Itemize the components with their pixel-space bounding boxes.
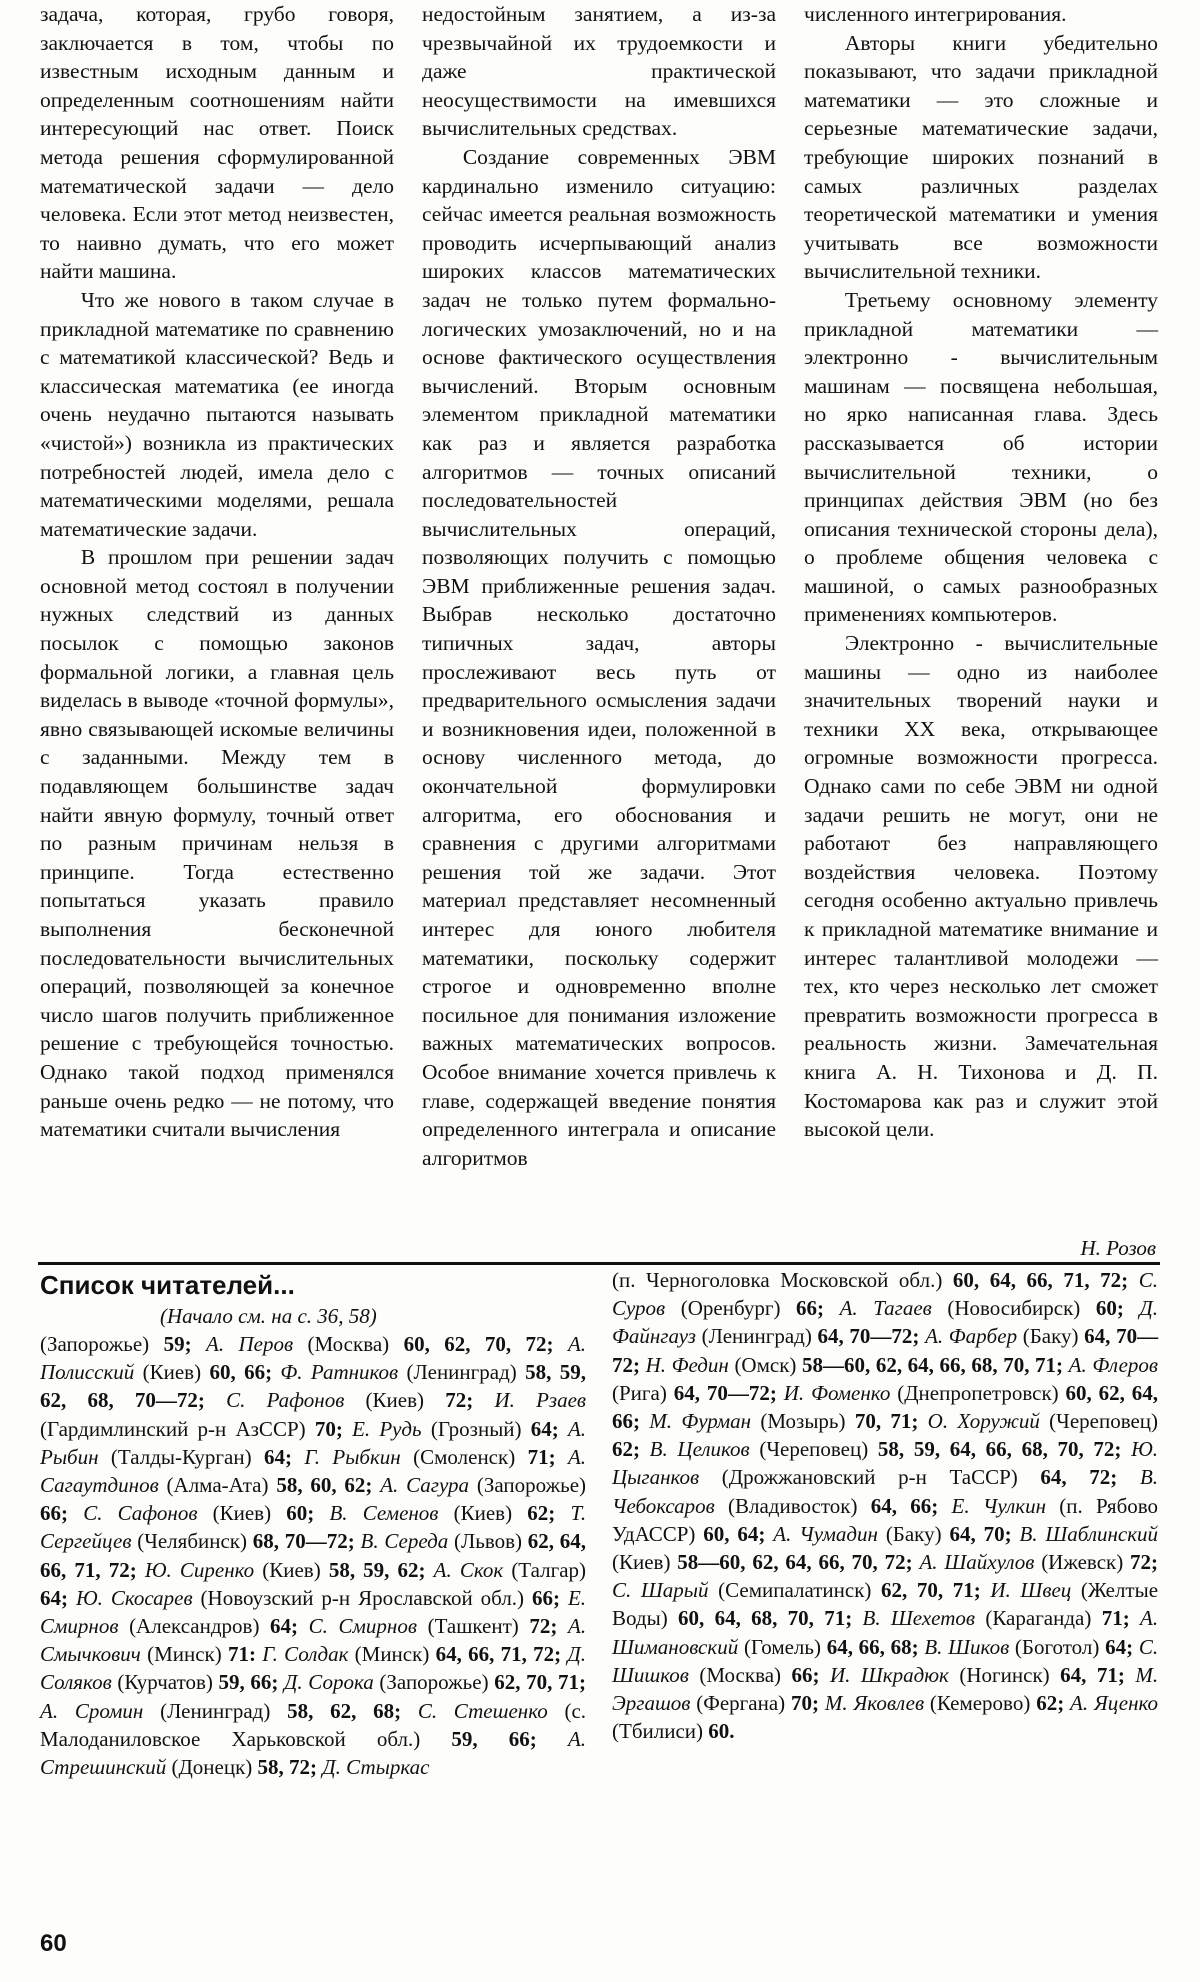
reader-name: М. Фурман xyxy=(649,1409,752,1434)
reader-name: Д. Стыркас xyxy=(322,1755,430,1780)
reader-issues: 66; xyxy=(40,1501,68,1526)
reader-name: Д. Сорока xyxy=(284,1670,374,1695)
reader-name: В. Шаблинский xyxy=(1019,1521,1159,1546)
reader-place: (Кемерово) xyxy=(929,1691,1031,1716)
reader-issues: 71; xyxy=(1101,1606,1130,1631)
readers-list-title: Список читателей... xyxy=(40,1270,295,1300)
reader-place: (Львов) xyxy=(454,1529,523,1554)
reader-issues: 58—60, 62, 64, 66, 70, 72; xyxy=(677,1550,913,1575)
article-paragraph: В прошлом при решении задач основной метод состоял в получении нужных следствий из данных посылок с помощью законов формальной логики, а главная цель виделась в выводе «точной формулы», явно связывающей искомые величины с заданными. Между тем в подавляющем большинстве задач найти явную формулу, точный ответ по разным причинам нельзя в принципе. Тогда естественно попытаться указать правило выполнения бесконечной последовательности вычислительных операций, позволяющей за конечное число шагов получить приближенное решение с требующейся точностью. Однако такой подход применялся раньше очень редко — не потому, что математики считали вычисления xyxy=(40,545,394,1142)
reader-place: (Талгар) xyxy=(511,1557,587,1582)
reader-issues: 72; xyxy=(529,1614,558,1639)
reader-issues: 66; xyxy=(796,1296,825,1321)
reader-place: (Киев) xyxy=(365,1388,424,1413)
reader-issues: 62; xyxy=(527,1501,556,1526)
reader-name: А. Чумадин xyxy=(773,1521,878,1546)
reader-issues: 70; xyxy=(314,1416,343,1441)
article-column-1 xyxy=(40,0,394,1248)
reader-name: С. Шишков xyxy=(612,1634,1159,1687)
reader-issues: 64, 66, 68; xyxy=(826,1634,919,1659)
reader-issues: 66; xyxy=(532,1585,561,1610)
article-paragraph: Авторы книги убедительно показывают, что задачи прикладной математики — это сложные и серьезные математические задачи, требующие широких познаний в самых различных разделах теоретической математики и умения учитывать все возможности вычислительной техники. xyxy=(804,30,1158,284)
reader-issues: 60, 64, 68, 70, 71; xyxy=(678,1606,853,1631)
reader-place: (Александров) xyxy=(129,1614,260,1639)
reader-name: А. Скок xyxy=(433,1557,504,1582)
reader-name: М. Эргашов xyxy=(612,1662,1159,1716)
reader-entry xyxy=(830,1663,1125,1687)
reader-issues: 64; xyxy=(270,1614,299,1639)
reader-name: А. Сагура xyxy=(380,1473,470,1498)
reader-place: (Гардимлинский р-н АзССР) xyxy=(40,1416,306,1441)
reader-name: И. Фоменко xyxy=(783,1380,891,1405)
reader-entry xyxy=(863,1606,1130,1630)
reader-name: А. Шайхулов xyxy=(919,1550,1035,1575)
reader-name: А. Флеров xyxy=(1068,1352,1159,1377)
reader-entry xyxy=(40,1332,192,1356)
reader-place: (Минск) xyxy=(147,1642,222,1667)
reader-place: (Донецк) xyxy=(171,1755,253,1780)
reader-issues: 58, 62, 68; xyxy=(287,1698,402,1723)
reader-place: (Ногинск) xyxy=(959,1662,1050,1687)
reader-place: (Новосибирск) xyxy=(947,1296,1081,1321)
reader-issues: 71: xyxy=(228,1642,257,1667)
reader-name: В. Шиков xyxy=(924,1634,1010,1659)
reader-place: (Боготол) xyxy=(1014,1634,1100,1659)
reader-place: (п. Черноголовка Московской обл.) xyxy=(612,1268,943,1292)
reader-place: (Новоузский р-н Ярославской обл.) xyxy=(200,1585,525,1610)
reader-issues: 62; xyxy=(612,1437,640,1462)
reader-place: (Владивосток) xyxy=(728,1493,858,1518)
readers-column-left xyxy=(40,1266,586,1781)
reader-entry xyxy=(145,1558,426,1582)
reader-issues: 62, 64, 66, 71, 72; xyxy=(40,1529,587,1582)
reader-place: (Киев) xyxy=(453,1501,513,1526)
reader-name: А. Смычкович xyxy=(40,1614,587,1667)
reader-place: (Баку) xyxy=(1022,1324,1079,1349)
reader-name: Ю. Сиренко xyxy=(144,1557,255,1582)
reader-place: (Рига) xyxy=(612,1380,667,1405)
reader-name: С. Рафонов xyxy=(226,1388,345,1413)
reader-entry xyxy=(284,1670,586,1694)
reader-entry xyxy=(262,1642,561,1666)
reader-issues: 72; xyxy=(445,1388,474,1413)
reader-place: (Мозырь) xyxy=(760,1409,846,1434)
reader-entry xyxy=(825,1691,1064,1715)
reader-issues: 59; xyxy=(163,1332,192,1356)
reader-name: В. Чебоксаров xyxy=(612,1465,1159,1518)
reader-issues: 70, 71; xyxy=(854,1409,919,1434)
reader-place: (Талды-Курган) xyxy=(110,1444,252,1469)
reader-place: (Череповец) xyxy=(1049,1409,1159,1434)
reader-name: Н. Федин xyxy=(645,1352,729,1377)
article-paragraph: Третьему основному элементу прикладной математики — электронно - вычислительным машинам — посвящена небольшая, но ярко написанная глава. Здесь рассказывается об истории вычислительной техники, о принципах действия ЭВМ (но без описания технической стороны дела), о проблеме общения человека с машиной, о самых разнообразных применениях компьютеров. xyxy=(804,287,1158,627)
reader-place: (с. Малоданиловское Харьковской обл.) xyxy=(40,1698,587,1751)
reader-place: (Семипалатинск) xyxy=(718,1578,872,1603)
reader-place: (Караганда) xyxy=(985,1606,1092,1631)
readers-entries-left xyxy=(40,1330,586,1781)
reader-name: С. Смирнов xyxy=(308,1614,417,1639)
reader-issues: 70; xyxy=(791,1691,820,1716)
reader-entry xyxy=(322,1755,429,1779)
reader-place: (Желтые Воды) xyxy=(612,1578,1159,1631)
reader-entry xyxy=(612,1268,1128,1292)
reader-name: А. Стрешинский xyxy=(40,1726,587,1780)
reader-entry xyxy=(226,1388,473,1412)
reader-issues: 59, 66; xyxy=(451,1726,537,1751)
reader-issues: 60. xyxy=(708,1719,735,1744)
reader-entry xyxy=(352,1417,559,1441)
reader-name: И. Шкрадюк xyxy=(830,1662,949,1687)
reader-name: Г. Солдак xyxy=(262,1642,349,1667)
reader-issues: 64, 70; xyxy=(949,1521,1012,1546)
reader-entry xyxy=(329,1501,555,1525)
reader-name: Е. Рудь xyxy=(352,1416,422,1441)
reader-name: А. Сагаутдинов xyxy=(40,1444,587,1498)
reader-place: (Киев) xyxy=(612,1550,671,1575)
reader-place: (Минск) xyxy=(354,1642,430,1667)
reader-place: (Тбилиси) xyxy=(612,1719,704,1744)
reader-issues: 71; xyxy=(527,1444,556,1469)
article-paragraph: задача, которая, грубо говоря, заключается в том, чтобы по известным исходным данным и определенным соотношениям найти интересующий нас ответ. Поиск метода решения сформулированной математической задачи — дело человека. Если этот метод неизвестен, то наивно думать, что его может найти машина. xyxy=(40,2,394,284)
article-columns xyxy=(40,0,1158,1248)
reader-place: (Днепропетровск) xyxy=(897,1380,1059,1405)
reader-name: А. Перов xyxy=(206,1332,294,1356)
reader-name: С. Шарый xyxy=(612,1578,709,1603)
reader-issues: 64, 70—72; xyxy=(817,1324,920,1349)
reader-place: (Гомель) xyxy=(743,1634,821,1659)
reader-entry xyxy=(304,1445,555,1469)
reader-entry xyxy=(206,1332,554,1356)
reader-issues: 62; xyxy=(1036,1691,1065,1716)
article-paragraph: численного интегрирования. xyxy=(804,2,1067,26)
reader-issues: 58, 59, 62, 68, 70—72; xyxy=(40,1360,586,1413)
reader-place: (Омск) xyxy=(734,1352,797,1377)
reader-name: Д. Соляков xyxy=(40,1642,587,1695)
reader-entry xyxy=(612,1578,981,1602)
reader-name: Т. Сергейцев xyxy=(40,1501,587,1554)
reader-name: А. Яценко xyxy=(1070,1691,1159,1716)
reader-place: (Смоленск) xyxy=(413,1444,516,1469)
reader-issues: 64; xyxy=(40,1585,68,1610)
reader-entry xyxy=(309,1614,558,1638)
reader-issues: 58, 60, 62; xyxy=(276,1473,373,1498)
reader-issues: 64, 70—72; xyxy=(612,1324,1159,1377)
reader-issues: 68, 70—72; xyxy=(252,1529,355,1554)
reader-issues: 60, 62, 64, 66; xyxy=(612,1380,1159,1434)
reader-place: (Ижевск) xyxy=(1041,1550,1124,1575)
reader-entry xyxy=(919,1550,1158,1574)
reader-issues: 66; xyxy=(791,1662,820,1687)
reader-place: (Киев) xyxy=(142,1360,202,1385)
reader-issues: 72; xyxy=(1130,1550,1159,1575)
reader-name: С. Суров xyxy=(612,1268,1159,1321)
reader-name: А. Сромин xyxy=(40,1698,144,1723)
reader-place: (Москва) xyxy=(307,1332,390,1356)
reader-name: Е. Чулкин xyxy=(951,1493,1046,1518)
article-paragraph: Что же нового в таком случае в прикладной математике по сравнению с математикой классической? Ведь и классическая математика (ее иногда очень неудачно пытаются называть «чистой») возникла из практических потребностей людей, имела дело с математическими моделями, решала математические задачи. xyxy=(40,287,394,541)
readers-column-right xyxy=(612,1266,1158,1781)
reader-place: (Ленинград) xyxy=(160,1698,271,1723)
reader-place: (Грозный) xyxy=(430,1416,522,1441)
reader-name: Ф. Ратников xyxy=(280,1360,399,1385)
reader-name: С. Сафонов xyxy=(83,1501,198,1526)
reader-name: И. Швец xyxy=(990,1578,1072,1603)
reader-entry xyxy=(83,1501,314,1525)
reader-place: (Курчатов) xyxy=(117,1670,213,1695)
reader-name: С. Стешенко xyxy=(417,1698,548,1723)
reader-name: В. Целиков xyxy=(649,1437,750,1462)
reader-entry xyxy=(924,1635,1133,1659)
reader-place: (Запорожье) xyxy=(379,1670,489,1695)
reader-place: (Запорожье) xyxy=(40,1332,150,1356)
reader-issues: 60, 62, 70, 72; xyxy=(403,1332,554,1356)
article-column-3 xyxy=(804,0,1158,1248)
reader-place: (Ленинград) xyxy=(701,1324,812,1349)
reader-issues: 60; xyxy=(1095,1296,1124,1321)
article-paragraph: Электронно - вычислительные машины — одно из наиболее значительных творений науки и техники XX века, открывающее огромные возможности прогресса. Однако сами по себе ЭВМ ни одной задачи решить не могут, они не работают без направляющего воздействия человека. Поэтому сегодня особенно актуально привлечь к прикладной математике внимание и интерес талантливой молодежи — тех, кто через несколько лет сможет превратить возможности прогресса в реальность жизни. Замечательная книга А. Н. Тихонова и Д. П. Костомарова как раз и служит этой высокой цели. xyxy=(804,631,1158,1142)
reader-place: (Оренбург) xyxy=(680,1296,781,1321)
reader-place: (Москва) xyxy=(699,1662,782,1687)
reader-issues: 58, 72; xyxy=(257,1755,318,1780)
reader-name: Г. Рыбкин xyxy=(304,1444,401,1469)
reader-issues: 64, 66; xyxy=(870,1493,939,1518)
reader-issues: 62, 70, 71; xyxy=(881,1578,981,1603)
reader-issues: 58, 59, 62; xyxy=(328,1557,426,1582)
reader-entry xyxy=(649,1409,918,1433)
reader-issues: 64, 66, 71, 72; xyxy=(435,1642,562,1667)
article-signature: Н. Розов xyxy=(1080,1236,1156,1260)
reader-place: (Ленинград) xyxy=(406,1360,517,1385)
reader-issues: 64; xyxy=(1105,1634,1134,1659)
reader-name: О. Хоружий xyxy=(927,1409,1040,1434)
reader-entry xyxy=(646,1353,1063,1377)
reader-place: (Запорожье) xyxy=(476,1473,587,1498)
reader-name: Ю. Цыганков xyxy=(612,1437,1159,1490)
reader-place: (Фергана) xyxy=(696,1691,786,1716)
reader-issues: 64, 70—72; xyxy=(673,1380,777,1405)
reader-issues: 58—60, 62, 64, 66, 68, 70, 71; xyxy=(802,1352,1064,1377)
reader-issues: 64, 71; xyxy=(1060,1662,1125,1687)
reader-place: (Киев) xyxy=(262,1557,321,1582)
reader-entry xyxy=(76,1586,560,1610)
page-number: 60 xyxy=(40,1930,67,1957)
reader-name: А. Тагаев xyxy=(839,1296,932,1321)
reader-place: (Череповец) xyxy=(759,1437,869,1462)
reader-place: (Ташкент) xyxy=(427,1614,519,1639)
reader-name: А. Фарбер xyxy=(925,1324,1018,1349)
reader-entry xyxy=(840,1296,1124,1320)
reader-entry xyxy=(650,1437,1122,1461)
readers-list-subtitle: (Начало см. на с. 36, 58) xyxy=(160,1304,377,1328)
reader-issues: 60, 66; xyxy=(209,1360,273,1385)
reader-issues: 60, 64, 66, 71, 72; xyxy=(952,1268,1129,1292)
reader-name: В. Семенов xyxy=(329,1501,439,1526)
reader-place: (Дрожжановский р-н ТаССР) xyxy=(721,1465,1018,1490)
reader-place: (Алма-Ата) xyxy=(166,1473,269,1498)
reader-issues: 64; xyxy=(263,1444,292,1469)
reader-issues: 64; xyxy=(530,1416,559,1441)
reader-name: В. Шехетов xyxy=(862,1606,976,1631)
reader-place: (Баку) xyxy=(885,1521,942,1546)
reader-name: Е. Смирнов xyxy=(40,1585,587,1639)
readers-entries-right xyxy=(612,1266,1158,1745)
article-paragraph: Создание современных ЭВМ кардинально изменило ситуацию: сейчас имеется реальная возможность проводить исчерпывающий анализ широких классов математических задач не только путем формально-логических умозаключений, но и на основе фактического осуществления вычислений. Вторым основным элементом прикладной математики как раз и является разработка алгоритмов — точных описаний последовательностей вычислительных операций, позволяющих получить с помощью ЭВМ приближенные решения задач. Выбрав несколько достаточно типичных задач, авторы прослеживают весь путь от предварительного осмысления задачи и возникновения идеи, положенной в основу численного метода, до окончательной формулировки алгоритма, его обоснования и сравнения с другими алгоритмами решения той же задачи. Этот материал представляет несомненный интерес для юного любителя математики, поскольку содержит строгое и одновременно вполне посильное для понимания изложение важных математических вопросов. Особое внимание хочется привлечь к главе, содержащей введение понятия определенного интеграла и описание алгоритмов xyxy=(422,144,776,1170)
reader-place: (Челябинск) xyxy=(137,1529,247,1554)
reader-name: И. Рзаев xyxy=(494,1388,587,1413)
reader-entry xyxy=(40,1699,401,1723)
reader-name: А. Рыбин xyxy=(40,1416,587,1469)
reader-issues: 64, 72; xyxy=(1040,1465,1118,1490)
reader-entry xyxy=(773,1522,1011,1546)
reader-name: В. Середа xyxy=(360,1529,449,1554)
reader-issues: 58, 59, 64, 66, 68, 70, 72; xyxy=(877,1437,1122,1462)
reader-name: Ю. Скосарев xyxy=(75,1585,193,1610)
reader-issues: 60; xyxy=(286,1501,315,1526)
reader-issues: 59, 66; xyxy=(218,1670,279,1695)
reader-name: А. Шимановский xyxy=(612,1606,1159,1659)
reader-name: Д. Файнгауз xyxy=(612,1296,1159,1349)
reader-name: М. Яковлев xyxy=(824,1691,925,1716)
section-divider xyxy=(38,1262,1160,1265)
reader-place: (п. Рябово УдАССР) xyxy=(612,1493,1159,1546)
readers-list-section xyxy=(40,1266,1158,1781)
article-column-2 xyxy=(422,0,776,1248)
reader-issues: 60, 64; xyxy=(703,1521,766,1546)
reader-name: А. Полисский xyxy=(40,1332,587,1385)
article-paragraph: недостойным занятием, а из-за чрезвычайной их трудоемкости и даже практической неосуществимости на имевшихся вычислительных средствах. xyxy=(422,2,776,141)
reader-issues: 62, 70, 71; xyxy=(494,1670,586,1695)
reader-place: (Киев) xyxy=(212,1501,272,1526)
